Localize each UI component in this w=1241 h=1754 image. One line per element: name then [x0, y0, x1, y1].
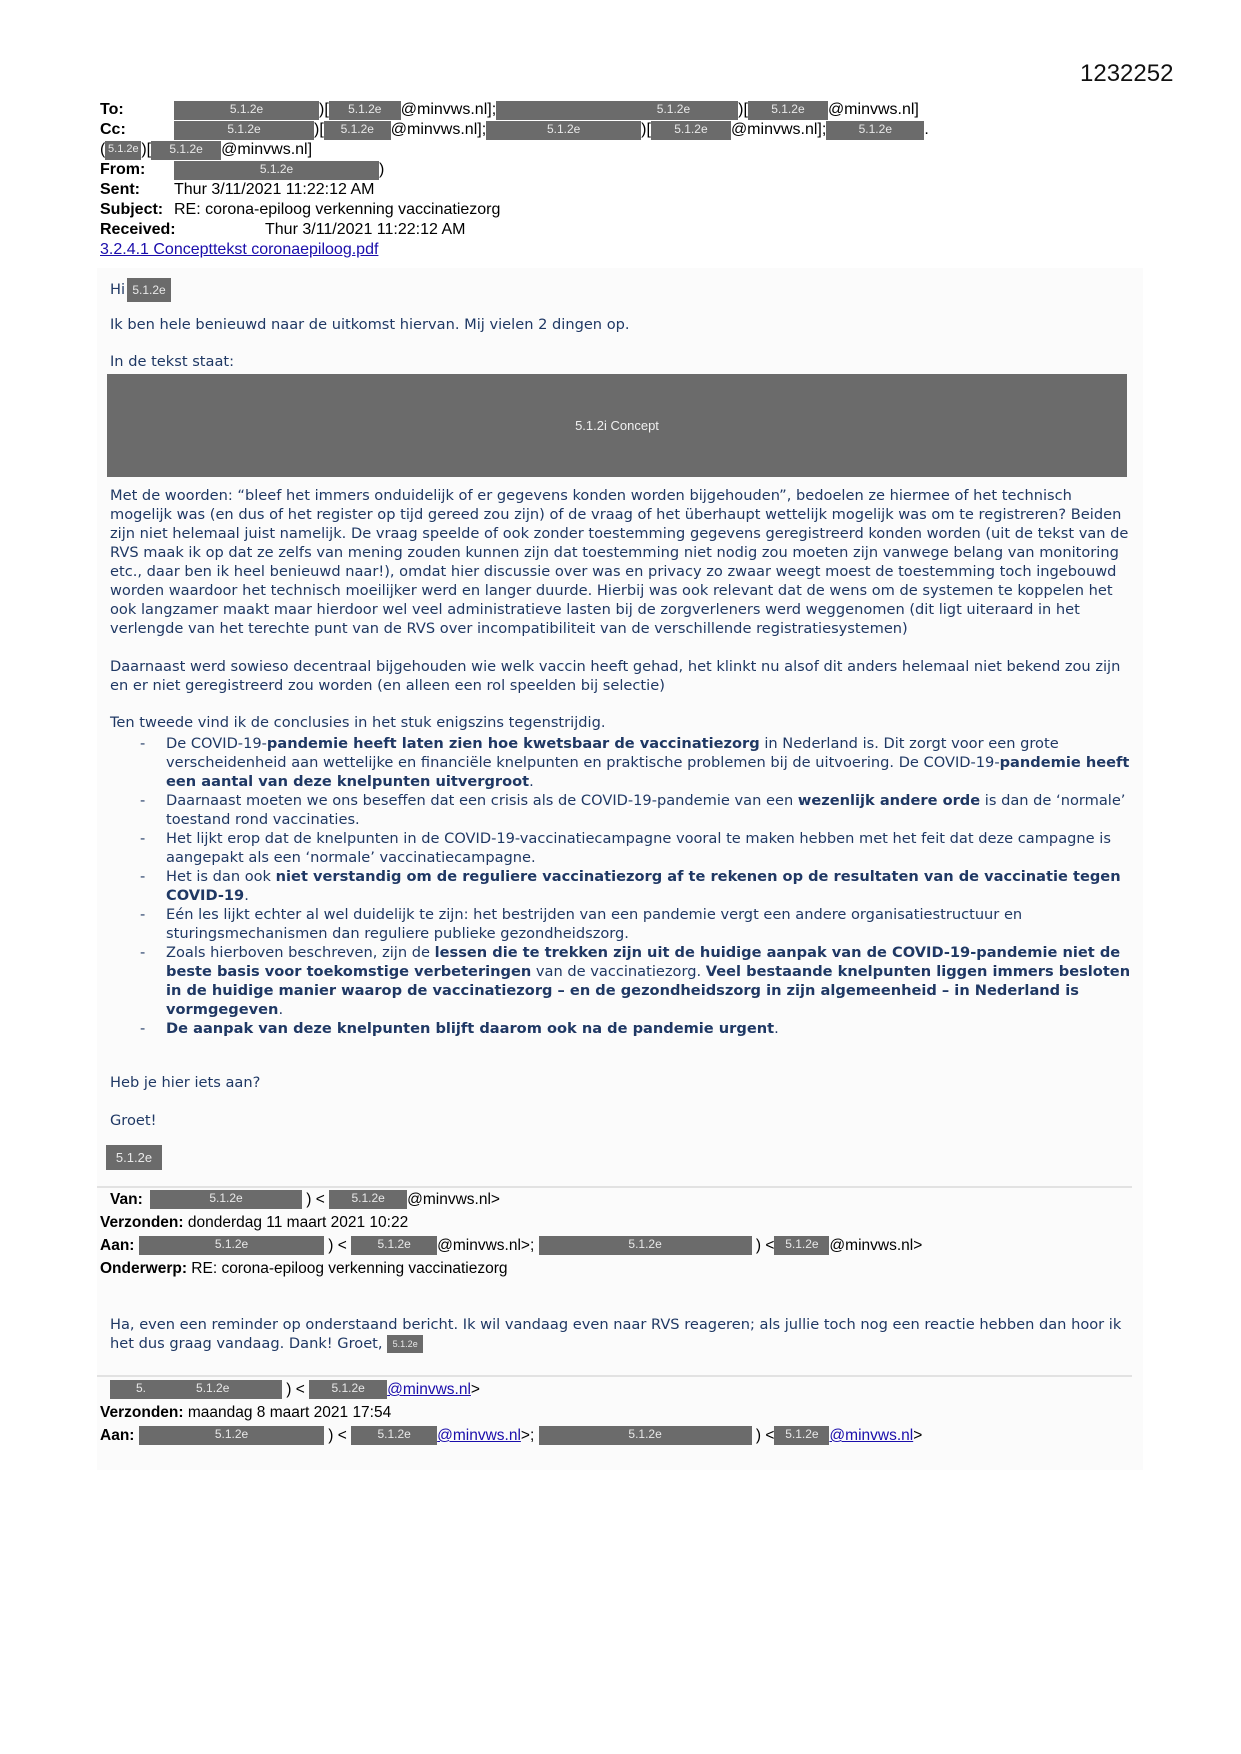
text: De COVID-19- — [166, 735, 267, 752]
text: Het is dan ook — [166, 868, 276, 885]
text: is dan de ‘normale’ toestand rond vaccinaties. — [166, 792, 1126, 828]
email-domain: @minvws.nl]; — [730, 121, 827, 138]
list-item — [140, 791, 1135, 829]
bold-text: pandemie heeft een aantal van deze knelpunten uitvergroot — [166, 754, 1130, 790]
redaction: 5.1.2e — [351, 1426, 437, 1445]
list-item — [140, 867, 1135, 905]
ten-tweede-text: Ten tweede vind ik de conclusies in het stuk enigszins tegenstrijdig. — [110, 714, 606, 731]
aan-label: Aan: — [100, 1427, 135, 1444]
redaction: 5.1.2e — [309, 1380, 387, 1399]
bracket: ) < — [324, 1427, 352, 1444]
email-domain: @minvws.nl] — [827, 101, 919, 118]
paragraph-1: Met de woorden: “bleef het immers onduidelijk of er gegevens konden worden bijgehouden”, bedoelen ze hiermee of het technisch mogelijk was (en dus of het register op tijd gereed zou zijn) of de vraag of het überhaupt wettelijk mogelijk was om te registreren? Beiden zijn niet helemaal juist namelijk. De vraag speelde of ook zonder toestemming gegevens geregistreerd konden worden (uit de tekst van de RVS maak ik op dat ze zelfs van mening zouden kunnen zijn dat toestemming niet nodig zou moeten zijn vanwege belang van monitoring etc., daar ben ik heel benieuwd naar!), omdat hier discussie over was en privacy zo zwaar weegt moest de toestemming toch ingebouwd worden waardoor het technisch moeilijker werd en langer duurde. Hierbij was ook relevant dat de wens om de systemen te koppelen het ook langzamer maakt maar hierdoor wel veel administratieve lasten bij de zorgverleners werd weggenomen (dit ligt uiteraard in het verlengde van het terechte punt van de RVS over incompatibiliteit van de verschillende registratiesystemen) — [110, 487, 1129, 637]
redaction: 5.1.2e — [106, 1145, 162, 1170]
forwarded-header-1 — [100, 1188, 1140, 1280]
redaction-code: 5.1.2e — [656, 101, 691, 116]
bold-text: Veel bestaande knelpunten liggen immers besloten in de huidige manier waarop de vaccinatiezorg – en de gezondheidszorg in zijn algemeenheid – in Nederland is vormgegeven — [166, 963, 1131, 1018]
redaction — [110, 1380, 282, 1399]
signature — [106, 1145, 1131, 1170]
from-label: From: — [100, 161, 146, 178]
email-domain: @minvws.nl]; — [400, 101, 497, 118]
bracket: ) < — [324, 1237, 352, 1254]
document-number: 1232252 — [1080, 60, 1174, 87]
text: in Nederland is. Dit zorgt voor een grote verscheidenheid aan wettelijke en financiële knelpunten en praktische problemen bij de uitvoering. De COVID-19- — [166, 735, 1059, 771]
redaction: 5.1.2e — [174, 101, 319, 120]
text: . — [244, 887, 249, 904]
bracket: ) < — [751, 1427, 775, 1444]
bracket: ) — [379, 161, 385, 178]
concept-redaction-block: 5.1.2i Concept — [107, 374, 1127, 477]
redaction: 5.1.2e — [748, 101, 828, 120]
bullet-dash: - — [140, 735, 146, 752]
aan-row — [100, 1234, 1140, 1257]
redaction-code: 5.1.2e — [196, 1381, 230, 1395]
to-label: To: — [100, 101, 124, 118]
redaction: 5.1.2e — [651, 121, 731, 140]
punctuation: . — [924, 121, 929, 138]
question-text: Heb je hier iets aan? — [110, 1074, 261, 1091]
bracket: )[ — [738, 101, 748, 118]
in-de-tekst-label: In de tekst staat: — [110, 353, 235, 370]
bracket: >; — [520, 1427, 539, 1444]
onderwerp-label: Onderwerp: — [100, 1260, 187, 1277]
bracket: )[ — [141, 141, 152, 158]
text: . — [529, 773, 534, 790]
email-domain: @minvws.nl> — [407, 1191, 500, 1208]
van-label: Van: — [110, 1191, 143, 1208]
list-item-text — [166, 867, 1135, 905]
verzonden-label: Verzonden: — [100, 1214, 184, 1231]
redaction: 5.1.2e — [539, 1426, 752, 1445]
verzonden-label: Verzonden: — [100, 1404, 184, 1421]
verzonden-value: maandag 8 maart 2021 17:54 — [187, 1404, 392, 1421]
bracket: ( — [100, 141, 106, 158]
bold-text: De aanpak van deze knelpunten blijft daarom ook na de pandemie urgent — [166, 1020, 775, 1037]
attachment-row — [100, 240, 1150, 260]
text: . — [774, 1020, 779, 1037]
separator — [97, 1375, 1132, 1377]
sent-value: Thur 3/11/2021 11:22:12 AM — [174, 181, 375, 198]
bullet-dash: - — [140, 868, 146, 885]
redaction: 5.1.2e — [150, 1190, 302, 1209]
bracket: > — [470, 1381, 480, 1398]
bullet-dash: - — [140, 830, 146, 847]
cc-label: Cc: — [100, 121, 126, 138]
email-link[interactable]: @minvws.nl — [387, 1381, 471, 1398]
text: van de vaccinatiezorg. — [531, 963, 706, 980]
onderwerp-value: RE: corona-epiloog verkenning vaccinatiezorg — [191, 1260, 508, 1277]
list-item — [140, 905, 1135, 943]
forwarded-header-2 — [100, 1378, 1140, 1447]
list-item-text — [166, 1019, 1135, 1038]
cc-row — [100, 120, 1150, 140]
redaction: 5.1.2e — [486, 121, 641, 140]
bracket: ) < — [282, 1381, 310, 1398]
bracket: )[ — [314, 121, 324, 138]
bold-text: wezenlijk andere orde — [797, 792, 981, 809]
redaction: 5.1.2e — [329, 1190, 407, 1209]
email-header — [100, 100, 1150, 260]
text: Daarnaast moeten we ons beseffen dat een crisis als de COVID-19-pandemie van een — [166, 792, 798, 809]
bullet-dash: - — [140, 906, 146, 923]
redaction: 5.1.2e — [774, 1236, 829, 1255]
bracket: ) < — [302, 1191, 330, 1208]
greeting — [110, 278, 1135, 302]
redaction: 5.1.2e — [324, 121, 391, 140]
aan-row — [100, 1424, 1140, 1447]
conclusion-list — [140, 734, 1135, 1038]
list-item-text — [166, 734, 1135, 791]
van-row — [100, 1188, 1140, 1211]
bracket: > — [913, 1427, 923, 1444]
redaction: 5.1.2e — [826, 121, 924, 140]
text: Zoals hierboven beschreven, zijn de — [166, 944, 435, 961]
sent-label: Sent: — [100, 181, 140, 198]
subject-row — [100, 200, 1150, 220]
onderwerp-row — [100, 1257, 1140, 1280]
closing-text: Groet! — [110, 1112, 157, 1129]
paragraph-2: Daarnaast werd sowieso decentraal bijgehouden wie welk vaccin heeft gehad, het klinkt nu alsof dit anders helemaal niet bekend zou zijn en er niet geregistreerd zou worden (en alleen een rol speelden bij selectie) — [110, 658, 1121, 694]
redaction: 5.1.2e — [351, 1236, 437, 1255]
cc-row-continued — [100, 140, 1150, 160]
bracket: )[ — [641, 121, 651, 138]
redaction: 5.1.2e — [139, 1426, 324, 1445]
verzonden-row — [100, 1401, 1140, 1424]
bullet-dash: - — [140, 944, 146, 961]
email-domain: @minvws.nl] — [221, 141, 313, 158]
aan-label: Aan: — [100, 1237, 135, 1254]
verzonden-value: donderdag 11 maart 2021 10:22 — [187, 1214, 409, 1231]
list-item-text — [166, 943, 1135, 1019]
redaction: 5.1.2e — [539, 1236, 752, 1255]
bullet-dash: - — [140, 1020, 146, 1037]
list-item — [140, 1019, 1135, 1038]
to-row — [100, 100, 1150, 120]
van-row — [100, 1378, 1140, 1401]
bold-text: lessen die te trekken zijn uit de huidige aanpak van de COVID-19-pandemie niet de beste basis voor toekomstige verbeteringen — [166, 944, 1121, 980]
redaction: 5.1.2e — [174, 161, 379, 180]
redaction: 5.1.2e — [774, 1426, 829, 1445]
redaction: 5.1.2e — [151, 141, 221, 160]
verzonden-row — [100, 1211, 1140, 1234]
email-link[interactable]: @minvws.nl — [437, 1427, 521, 1444]
bold-text: pandemie heeft laten zien hoe kwetsbaar de vaccinatiezorg — [266, 735, 760, 752]
greeting-text: Hi — [110, 281, 126, 298]
redaction: 5.1.2e — [387, 1335, 423, 1353]
bracket: )[ — [319, 101, 329, 118]
bullet-dash: - — [140, 792, 146, 809]
email-domain: @minvws.nl> — [829, 1237, 923, 1254]
received-label: Received: — [100, 221, 176, 238]
email-domain: @minvws.nl]; — [390, 121, 487, 138]
list-item-text — [166, 791, 1135, 829]
redaction-prefix: 5. — [136, 1381, 147, 1395]
list-item — [140, 943, 1135, 1019]
attachment-link[interactable]: 3.2.4.1 Concepttekst coronaepiloog.pdf — [100, 241, 379, 258]
text: . — [278, 1001, 284, 1018]
redaction: 5.1.2e — [105, 141, 141, 160]
redaction: 5.1.2e — [174, 121, 314, 140]
subject-value: RE: corona-epiloog verkenning vaccinatiezorg — [174, 201, 501, 218]
redaction — [496, 101, 738, 120]
received-row — [100, 220, 1150, 240]
email-domain: @minvws.nl>; — [437, 1237, 535, 1254]
redaction: 5.1.2e — [139, 1236, 324, 1255]
from-row — [100, 160, 1150, 180]
list-item — [140, 734, 1135, 791]
redaction: 5.1.2e — [127, 278, 171, 302]
bold-text: niet verstandig om de reguliere vaccinatiezorg af te rekenen op de resultaten van de vaccinatie tegen COVID-19 — [166, 868, 1121, 904]
list-item-text: Eén les lijkt echter al wel duidelijk te zijn: het bestrijden van een pandemie vergt een andere organisatiestructuur en sturingsmechanismen dan reguliere publieke gezondheidszorg. — [166, 906, 1023, 942]
list-item — [140, 829, 1135, 867]
list-item-text: Het lijkt erop dat de knelpunten in de COVID-19-vaccinatiecampagne vooral te maken hebben met het feit dat deze campagne is aangepakt als een ‘normale’ vaccinatiecampagne. — [166, 830, 1111, 866]
sent-row — [100, 180, 1150, 200]
intro-text: Ik ben hele benieuwd naar de uitkomst hiervan. Mij vielen 2 dingen op. — [110, 316, 630, 333]
reminder-text — [110, 1315, 1135, 1353]
bracket: ) < — [751, 1237, 775, 1254]
reminder-body: Ha, even een reminder op onderstaand bericht. Ik wil vandaag even naar RVS reageren; als jullie toch nog een reactie hebben dan hoor ik het dus graag vandaag. Dank! Groet, — [110, 1316, 1122, 1352]
received-value: Thur 3/11/2021 11:22:12 AM — [265, 221, 466, 238]
subject-label: Subject: — [100, 201, 164, 218]
email-link[interactable]: @minvws.nl — [829, 1427, 914, 1444]
redaction: 5.1.2e — [329, 101, 401, 120]
